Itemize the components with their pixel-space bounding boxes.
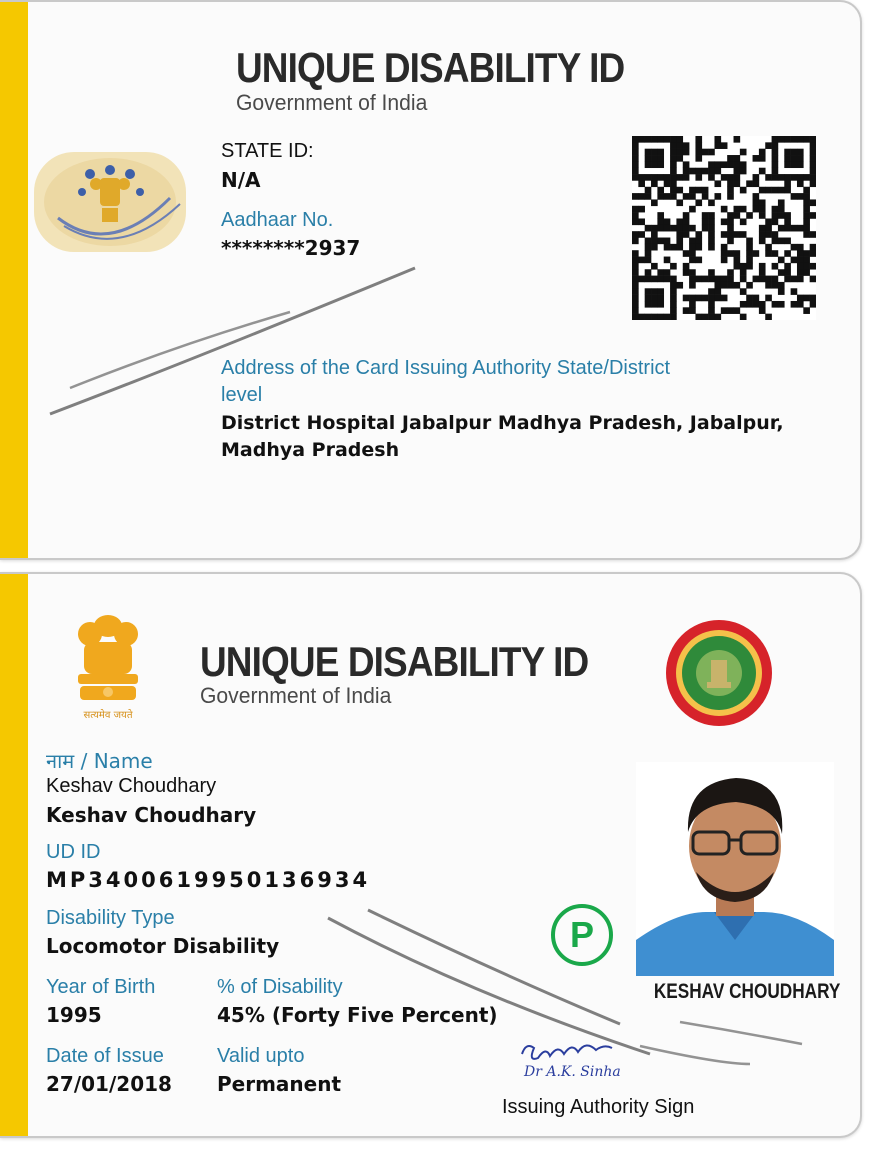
valid-upto-value: Permanent bbox=[217, 1072, 342, 1096]
signature-text: Dr A.K. Sinha bbox=[524, 1064, 621, 1080]
photo-name-caption: KESHAV CHOUDHARY bbox=[653, 980, 841, 1003]
aadhaar-label: Aadhaar No. bbox=[221, 209, 334, 231]
disability-percent-label: % of Disability bbox=[217, 976, 343, 998]
disability-percent-value: 45% (Forty Five Percent) bbox=[217, 1003, 498, 1027]
yellow-stripe bbox=[0, 574, 28, 1136]
mp-state-seal-icon bbox=[664, 618, 774, 728]
address-value-line2: Madhya Pradesh bbox=[221, 439, 400, 461]
card-subtitle: Government of India bbox=[236, 90, 428, 115]
authority-signature bbox=[516, 1032, 646, 1094]
udid-value: MP3400619950136934 bbox=[46, 868, 371, 892]
card-title: UNIQUE DISABILITY ID bbox=[200, 638, 589, 685]
address-label-line1: Address of the Card Issuing Authority State/District bbox=[221, 357, 671, 379]
valid-upto-label: Valid upto bbox=[217, 1045, 305, 1067]
disability-type-value: Locomotor Disability bbox=[46, 934, 280, 958]
state-emblem-icon bbox=[30, 148, 190, 256]
ashoka-emblem-icon bbox=[70, 612, 146, 722]
date-of-issue-value: 27/01/2018 bbox=[46, 1072, 172, 1096]
permanent-badge-letter: P bbox=[569, 914, 594, 955]
disability-type-label: Disability Type bbox=[46, 907, 175, 929]
name-label: नाम / Name bbox=[46, 749, 153, 773]
name-local: Keshav Choudhary bbox=[46, 775, 217, 797]
year-of-birth-value: 1995 bbox=[46, 1003, 102, 1027]
qr-code-icon bbox=[632, 136, 816, 320]
address-value-line1: District Hospital Jabalpur Madhya Pradesh, Jabalpur, bbox=[221, 412, 784, 434]
state-id-label: STATE ID: bbox=[221, 140, 314, 162]
card-title: UNIQUE DISABILITY ID bbox=[236, 44, 625, 91]
card-subtitle: Government of India bbox=[200, 683, 392, 708]
address-label-line2: level bbox=[221, 384, 263, 406]
name-value: Keshav Choudhary bbox=[46, 803, 257, 827]
udid-label: UD ID bbox=[46, 841, 101, 863]
aadhaar-value: ********2937 bbox=[221, 236, 361, 260]
issuing-authority-sign-label: Issuing Authority Sign bbox=[502, 1096, 695, 1118]
emblem-caption: सत्यमेव जयते bbox=[83, 710, 133, 721]
year-of-birth-label: Year of Birth bbox=[46, 976, 156, 998]
card-front bbox=[0, 572, 862, 1138]
date-of-issue-label: Date of Issue bbox=[46, 1045, 164, 1067]
state-id-value: N/A bbox=[221, 168, 261, 192]
yellow-stripe bbox=[0, 2, 28, 558]
card-back bbox=[0, 0, 862, 560]
